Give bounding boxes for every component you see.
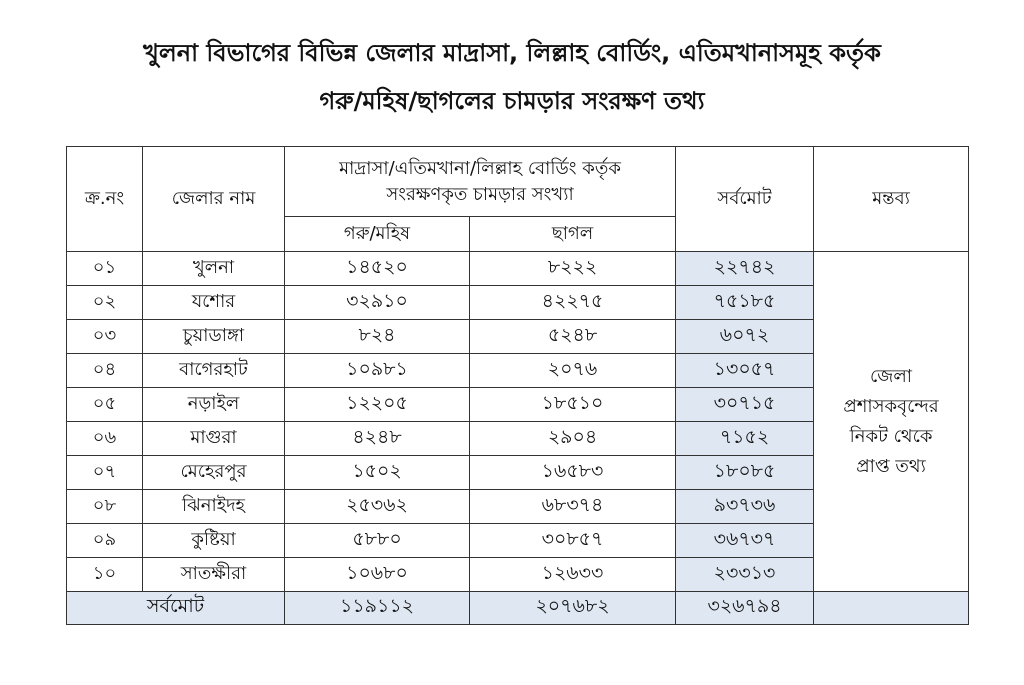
header-district: জেলার নাম bbox=[143, 147, 285, 252]
row-total-cell: ৯৩৭৩৬ bbox=[676, 490, 814, 524]
district-cell: ঝিনাইদহ bbox=[143, 490, 285, 524]
row-total-cell: ২৩৩১৩ bbox=[676, 558, 814, 592]
row-total-cell: ২২৭৪২ bbox=[676, 252, 814, 286]
header-remarks: মন্তব্য bbox=[814, 147, 969, 252]
grand-total-sum: ৩২৬৭৯৪ bbox=[676, 592, 814, 625]
remark-line: প্রাপ্ত তথ্য bbox=[856, 455, 926, 477]
cow-count-cell: ১৫০২ bbox=[285, 456, 470, 490]
header-goat: ছাগল bbox=[470, 217, 676, 252]
district-cell: বাগেরহাট bbox=[143, 354, 285, 388]
remark-line: জেলা bbox=[869, 365, 913, 387]
grand-total-row bbox=[67, 592, 969, 625]
hide-collection-table bbox=[66, 146, 969, 625]
row-total-cell: ৩৬৭৩৭ bbox=[676, 524, 814, 558]
table-body bbox=[67, 252, 969, 625]
cow-count-cell: ১০৬৮০ bbox=[285, 558, 470, 592]
row-total-cell: ৭৫১৮৫ bbox=[676, 286, 814, 320]
header-hide-count-group bbox=[285, 147, 676, 217]
district-cell: মাগুরা bbox=[143, 422, 285, 456]
remark-line: প্রশাসকবৃন্দের bbox=[843, 395, 939, 417]
goat-count-cell: ৮২২২ bbox=[470, 252, 676, 286]
serial-cell: ০৭ bbox=[67, 456, 143, 490]
district-cell: কুষ্টিয়া bbox=[143, 524, 285, 558]
district-cell: খুলনা bbox=[143, 252, 285, 286]
header-group-line1: মাদ্রাসা/এতিমখানা/লিল্লাহ বোর্ডিং কর্তৃক bbox=[339, 157, 621, 179]
serial-cell: ০৩ bbox=[67, 320, 143, 354]
row-total-cell: ৭১৫২ bbox=[676, 422, 814, 456]
district-cell: মেহেরপুর bbox=[143, 456, 285, 490]
grand-total-goat: ২০৭৬৮২ bbox=[470, 592, 676, 625]
grand-total-remarks-empty bbox=[814, 592, 969, 625]
serial-cell: ০২ bbox=[67, 286, 143, 320]
cow-count-cell: ৫৮৮০ bbox=[285, 524, 470, 558]
cow-count-cell: ৮২৪ bbox=[285, 320, 470, 354]
serial-cell: ০১ bbox=[67, 252, 143, 286]
cow-count-cell: ১২২০৫ bbox=[285, 388, 470, 422]
district-cell: চুয়াডাঙ্গা bbox=[143, 320, 285, 354]
row-total-cell: ৬০৭২ bbox=[676, 320, 814, 354]
grand-total-label: সর্বমোট bbox=[67, 592, 285, 625]
cow-count-cell: ১০৯৮১ bbox=[285, 354, 470, 388]
row-total-cell: ১৩০৫৭ bbox=[676, 354, 814, 388]
goat-count-cell: ১২৬৩৩ bbox=[470, 558, 676, 592]
district-cell: সাতক্ষীরা bbox=[143, 558, 285, 592]
row-total-cell: ১৮০৮৫ bbox=[676, 456, 814, 490]
district-cell: নড়াইল bbox=[143, 388, 285, 422]
district-cell: যশোর bbox=[143, 286, 285, 320]
remarks-cell bbox=[814, 252, 969, 592]
goat-count-cell: ১৮৫১০ bbox=[470, 388, 676, 422]
goat-count-cell: ৪২২৭৫ bbox=[470, 286, 676, 320]
serial-cell: ০৮ bbox=[67, 490, 143, 524]
header-cow: গরু/মহিষ bbox=[285, 217, 470, 252]
header-total: সর্বমোট bbox=[676, 147, 814, 252]
serial-cell: ০৫ bbox=[67, 388, 143, 422]
serial-cell: ১০ bbox=[67, 558, 143, 592]
goat-count-cell: ৫২৪৮ bbox=[470, 320, 676, 354]
cow-count-cell: ১৪৫২০ bbox=[285, 252, 470, 286]
goat-count-cell: ৩০৮৫৭ bbox=[470, 524, 676, 558]
cow-count-cell: ৩২৯১০ bbox=[285, 286, 470, 320]
cow-count-cell: ৪২৪৮ bbox=[285, 422, 470, 456]
remark-line: নিকট থেকে bbox=[849, 425, 933, 447]
cow-count-cell: ২৫৩৬২ bbox=[285, 490, 470, 524]
goat-count-cell: ২৯০৪ bbox=[470, 422, 676, 456]
goat-count-cell: ১৬৫৮৩ bbox=[470, 456, 676, 490]
goat-count-cell: ৬৮৩৭৪ bbox=[470, 490, 676, 524]
serial-cell: ০৯ bbox=[67, 524, 143, 558]
document-title-line2: গরু/মহিষ/ছাগলের চামড়ার সংরক্ষণ তথ্য bbox=[319, 87, 705, 115]
grand-total-cow: ১১৯১১২ bbox=[285, 592, 470, 625]
goat-count-cell: ২০৭৬ bbox=[470, 354, 676, 388]
table-row bbox=[67, 252, 969, 286]
row-total-cell: ৩০৭১৫ bbox=[676, 388, 814, 422]
header-group-line2: সংরক্ষণকৃত চামড়ার সংখ্যা bbox=[386, 183, 574, 205]
serial-cell: ০৪ bbox=[67, 354, 143, 388]
document-title-line1: খুলনা বিভাগের বিভিন্ন জেলার মাদ্রাসা, লিল্লাহ বোর্ডিং, এতিমখানাসমূহ কর্তৃক bbox=[143, 39, 881, 67]
header-serial: ক্র.নং bbox=[67, 147, 143, 252]
serial-cell: ০৬ bbox=[67, 422, 143, 456]
